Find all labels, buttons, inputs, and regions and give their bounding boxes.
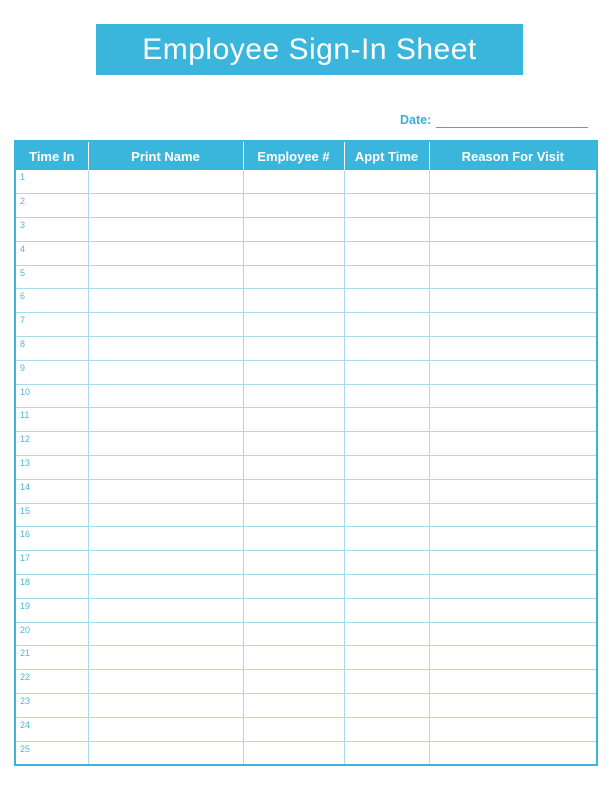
print-name-cell[interactable]: [88, 384, 243, 408]
column-header-appt-time: Appt Time: [344, 141, 429, 170]
table-row: [15, 313, 597, 337]
column-header-reason: Reason For Visit: [429, 141, 597, 170]
time-in-cell[interactable]: [15, 384, 88, 408]
print-name-cell[interactable]: [88, 337, 243, 361]
table-row: [15, 479, 597, 503]
time-in-cell[interactable]: [15, 670, 88, 694]
reason-cell[interactable]: [429, 479, 597, 503]
employee-number-cell[interactable]: [243, 717, 344, 741]
table-row: [15, 622, 597, 646]
appt-time-cell[interactable]: [344, 598, 429, 622]
reason-cell[interactable]: [429, 408, 597, 432]
row-number: 8: [20, 339, 26, 350]
print-name-cell[interactable]: [88, 289, 243, 313]
print-name-cell[interactable]: [88, 717, 243, 741]
row-number: 7: [20, 315, 26, 326]
print-name-cell[interactable]: [88, 694, 243, 718]
employee-number-cell[interactable]: [243, 360, 344, 384]
employee-number-cell[interactable]: [243, 741, 344, 765]
print-name-cell[interactable]: [88, 218, 243, 242]
row-number: 12: [20, 434, 31, 445]
time-in-cell[interactable]: [15, 194, 88, 218]
row-number: 14: [20, 481, 31, 492]
print-name-cell[interactable]: [88, 503, 243, 527]
table-row: [15, 527, 597, 551]
time-in-cell[interactable]: [15, 289, 88, 313]
time-in-cell[interactable]: [15, 170, 88, 194]
print-name-cell[interactable]: [88, 408, 243, 432]
print-name-cell[interactable]: [88, 670, 243, 694]
appt-time-cell[interactable]: [344, 741, 429, 765]
appt-time-cell[interactable]: [344, 503, 429, 527]
print-name-cell[interactable]: [88, 479, 243, 503]
table-row: [15, 360, 597, 384]
reason-cell[interactable]: [429, 717, 597, 741]
print-name-cell[interactable]: [88, 194, 243, 218]
employee-number-cell[interactable]: [243, 432, 344, 456]
employee-number-cell[interactable]: [243, 289, 344, 313]
table-row: [15, 241, 597, 265]
time-in-cell[interactable]: [15, 456, 88, 480]
table-row: [15, 741, 597, 765]
appt-time-cell[interactable]: [344, 551, 429, 575]
time-in-cell[interactable]: [15, 622, 88, 646]
time-in-cell[interactable]: [15, 360, 88, 384]
employee-number-cell[interactable]: [243, 194, 344, 218]
time-in-cell[interactable]: [15, 527, 88, 551]
print-name-cell[interactable]: [88, 241, 243, 265]
appt-time-cell[interactable]: [344, 170, 429, 194]
row-number: 25: [20, 743, 31, 754]
time-in-cell[interactable]: [15, 503, 88, 527]
time-in-cell[interactable]: [15, 408, 88, 432]
table-row: [15, 598, 597, 622]
row-number: 4: [20, 243, 26, 254]
appt-time-cell[interactable]: [344, 313, 429, 337]
table-body: [15, 170, 597, 765]
time-in-cell[interactable]: [15, 575, 88, 599]
row-number: 15: [20, 505, 31, 516]
appt-time-cell[interactable]: [344, 479, 429, 503]
time-in-cell[interactable]: [15, 741, 88, 765]
reason-cell[interactable]: [429, 694, 597, 718]
time-in-cell[interactable]: [15, 265, 88, 289]
row-number: 10: [20, 386, 31, 397]
employee-number-cell[interactable]: [243, 598, 344, 622]
row-number: 17: [20, 553, 31, 564]
appt-time-cell[interactable]: [344, 408, 429, 432]
employee-number-cell[interactable]: [243, 265, 344, 289]
table-row: [15, 646, 597, 670]
employee-number-cell[interactable]: [243, 241, 344, 265]
appt-time-cell[interactable]: [344, 194, 429, 218]
employee-number-cell[interactable]: [243, 527, 344, 551]
table-row: [15, 218, 597, 242]
reason-cell[interactable]: [429, 670, 597, 694]
time-in-cell[interactable]: [15, 337, 88, 361]
sign-in-table: [14, 140, 598, 766]
time-in-cell[interactable]: [15, 694, 88, 718]
date-row: [400, 108, 588, 128]
employee-number-cell[interactable]: [243, 670, 344, 694]
table-row: [15, 408, 597, 432]
row-number: 20: [20, 624, 31, 635]
reason-cell[interactable]: [429, 289, 597, 313]
reason-cell[interactable]: [429, 503, 597, 527]
table-row: [15, 670, 597, 694]
employee-number-cell[interactable]: [243, 337, 344, 361]
appt-time-cell[interactable]: [344, 289, 429, 313]
reason-cell[interactable]: [429, 241, 597, 265]
row-number: 22: [20, 672, 31, 683]
reason-cell[interactable]: [429, 194, 597, 218]
appt-time-cell[interactable]: [344, 527, 429, 551]
table-row: [15, 384, 597, 408]
date-label: Date:: [400, 112, 432, 127]
employee-number-cell[interactable]: [243, 218, 344, 242]
date-fill-line[interactable]: [436, 108, 588, 128]
print-name-cell[interactable]: [88, 313, 243, 337]
time-in-cell[interactable]: [15, 551, 88, 575]
row-number: 24: [20, 719, 31, 730]
employee-number-cell[interactable]: [243, 313, 344, 337]
print-name-cell[interactable]: [88, 432, 243, 456]
time-in-cell[interactable]: [15, 313, 88, 337]
employee-number-cell[interactable]: [243, 694, 344, 718]
table-row: [15, 575, 597, 599]
table-row: [15, 694, 597, 718]
row-number: 9: [20, 362, 26, 373]
employee-number-cell[interactable]: [243, 551, 344, 575]
column-header-print-name: Print Name: [88, 141, 243, 170]
row-number: 16: [20, 529, 31, 540]
time-in-cell[interactable]: [15, 479, 88, 503]
appt-time-cell[interactable]: [344, 360, 429, 384]
table-row: [15, 456, 597, 480]
appt-time-cell[interactable]: [344, 265, 429, 289]
row-number: 6: [20, 291, 26, 302]
row-number: 23: [20, 696, 31, 707]
reason-cell[interactable]: [429, 265, 597, 289]
table-row: [15, 503, 597, 527]
print-name-cell[interactable]: [88, 360, 243, 384]
time-in-cell[interactable]: [15, 241, 88, 265]
row-number: 18: [20, 577, 31, 588]
print-name-cell[interactable]: [88, 456, 243, 480]
appt-time-cell[interactable]: [344, 670, 429, 694]
employee-number-cell[interactable]: [243, 456, 344, 480]
appt-time-cell[interactable]: [344, 622, 429, 646]
appt-time-cell[interactable]: [344, 218, 429, 242]
table-row: [15, 432, 597, 456]
appt-time-cell[interactable]: [344, 456, 429, 480]
time-in-cell[interactable]: [15, 218, 88, 242]
row-number: 11: [20, 410, 30, 421]
employee-number-cell[interactable]: [243, 622, 344, 646]
row-number: 5: [20, 267, 26, 278]
appt-time-cell[interactable]: [344, 694, 429, 718]
time-in-cell[interactable]: [15, 717, 88, 741]
appt-time-cell[interactable]: [344, 575, 429, 599]
row-number: 2: [20, 196, 26, 207]
reason-cell[interactable]: [429, 218, 597, 242]
appt-time-cell[interactable]: [344, 241, 429, 265]
reason-cell[interactable]: [429, 598, 597, 622]
appt-time-cell[interactable]: [344, 337, 429, 361]
time-in-cell[interactable]: [15, 646, 88, 670]
table-row: [15, 337, 597, 361]
print-name-cell[interactable]: [88, 170, 243, 194]
print-name-cell[interactable]: [88, 598, 243, 622]
row-number: 13: [20, 458, 31, 469]
table-header-row: [15, 141, 597, 170]
employee-number-cell[interactable]: [243, 575, 344, 599]
page-title: Employee Sign-In Sheet: [142, 32, 477, 66]
print-name-cell[interactable]: [88, 575, 243, 599]
appt-time-cell[interactable]: [344, 384, 429, 408]
appt-time-cell[interactable]: [344, 646, 429, 670]
table-row: [15, 289, 597, 313]
reason-cell[interactable]: [429, 313, 597, 337]
column-header-employee-number: Employee #: [243, 141, 344, 170]
print-name-cell[interactable]: [88, 551, 243, 575]
row-number: 19: [20, 600, 31, 611]
table-row: [15, 170, 597, 194]
print-name-cell[interactable]: [88, 622, 243, 646]
title-banner: [96, 24, 523, 75]
time-in-cell[interactable]: [15, 432, 88, 456]
reason-cell[interactable]: [429, 741, 597, 765]
employee-number-cell[interactable]: [243, 384, 344, 408]
print-name-cell[interactable]: [88, 527, 243, 551]
table-row: [15, 551, 597, 575]
employee-number-cell[interactable]: [243, 646, 344, 670]
print-name-cell[interactable]: [88, 741, 243, 765]
table-row: [15, 194, 597, 218]
print-name-cell[interactable]: [88, 646, 243, 670]
row-number: 21: [20, 648, 31, 659]
appt-time-cell[interactable]: [344, 432, 429, 456]
reason-cell[interactable]: [429, 575, 597, 599]
reason-cell[interactable]: [429, 337, 597, 361]
reason-cell[interactable]: [429, 456, 597, 480]
employee-number-cell[interactable]: [243, 503, 344, 527]
time-in-cell[interactable]: [15, 598, 88, 622]
reason-cell[interactable]: [429, 622, 597, 646]
column-header-time-in: Time In: [15, 141, 88, 170]
reason-cell[interactable]: [429, 170, 597, 194]
employee-number-cell[interactable]: [243, 408, 344, 432]
employee-number-cell[interactable]: [243, 170, 344, 194]
reason-cell[interactable]: [429, 360, 597, 384]
print-name-cell[interactable]: [88, 265, 243, 289]
row-number: 1: [20, 172, 26, 182]
reason-cell[interactable]: [429, 432, 597, 456]
table-row: [15, 717, 597, 741]
row-number: 3: [20, 220, 26, 231]
reason-cell[interactable]: [429, 551, 597, 575]
table-row: [15, 265, 597, 289]
reason-cell[interactable]: [429, 646, 597, 670]
reason-cell[interactable]: [429, 384, 597, 408]
employee-number-cell[interactable]: [243, 479, 344, 503]
reason-cell[interactable]: [429, 527, 597, 551]
appt-time-cell[interactable]: [344, 717, 429, 741]
